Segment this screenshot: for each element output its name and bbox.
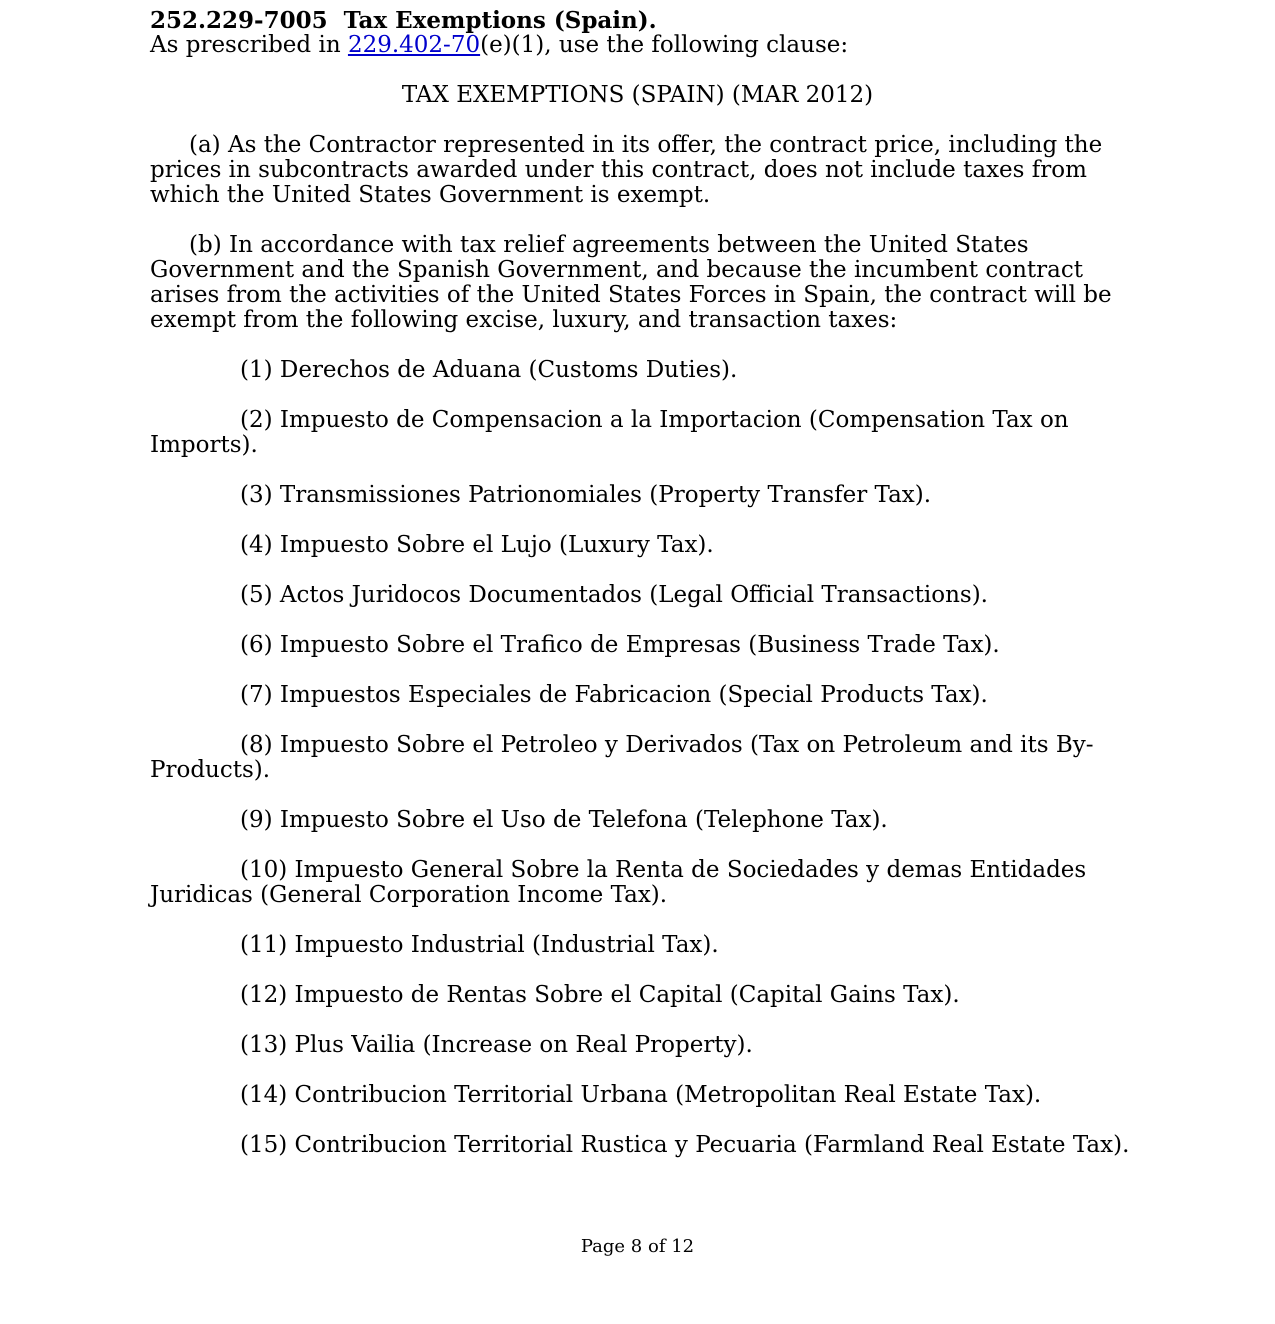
page-footer: Page 8 of 12: [580, 1236, 695, 1257]
section-title: Tax Exemptions (Spain).: [343, 7, 657, 34]
tax-item-4: (4) Impuesto Sobre el Lujo (Luxury Tax).: [240, 532, 714, 558]
document-page: [150, 8, 1140, 1158]
tax-item-10: (10) Impuesto General Sobre la Renta de Sociedades y demas Entidades Juridicas (General Corporation Income Tax).: [150, 857, 1087, 908]
tax-item-5: (5) Actos Juridocos Documentados (Legal Official Transactions).: [240, 582, 988, 608]
tax-item-7: (7) Impuestos Especiales de Fabricacion (Special Products Tax).: [240, 682, 988, 708]
tax-item-2: (2) Impuesto de Compensacion a la Importacion (Compensation Tax on Imports).: [150, 407, 1069, 458]
clause-title: TAX EXEMPTIONS (SPAIN) (MAR 2012): [401, 82, 874, 108]
paragraph-a: (a) As the Contractor represented in its offer, the contract price, including the prices in subcontracts awarded under this contract, does not include taxes from which the United States Government is exempt.: [150, 132, 1103, 208]
paragraph-b: (b) In accordance with tax relief agreements between the United States Government and the Spanish Government, and because the incumbent contract arises from the activities of the United States Forces in Spain, the contract will be exempt from the following excise, luxury, and transaction taxes:: [150, 232, 1112, 333]
regulation-link[interactable]: 229.402-70: [347, 32, 481, 58]
tax-item-6: (6) Impuesto Sobre el Trafico de Empresas (Business Trade Tax).: [240, 632, 1000, 658]
section-heading: [150, 8, 1140, 33]
tax-item-14: (14) Contribucion Territorial Urbana (Metropolitan Real Estate Tax).: [240, 1082, 1042, 1108]
tax-item-15: (15) Contribucion Territorial Rustica y Pecuaria (Farmland Real Estate Tax).: [240, 1132, 1130, 1158]
prescription-line: [150, 33, 1140, 58]
tax-item-3: (3) Transmissiones Patrionomiales (Property Transfer Tax).: [240, 482, 932, 508]
tax-item-13: (13) Plus Vailia (Increase on Real Property).: [240, 1032, 753, 1058]
tax-item-1: (1) Derechos de Aduana (Customs Duties).: [240, 357, 738, 383]
tax-item-11: (11) Impuesto Industrial (Industrial Tax).: [240, 932, 719, 958]
section-number: 252.229-7005: [150, 7, 328, 34]
prescription-prefix: As prescribed in: [150, 32, 348, 58]
tax-item-12: (12) Impuesto de Rentas Sobre el Capital (Capital Gains Tax).: [240, 982, 960, 1008]
tax-item-8: (8) Impuesto Sobre el Petroleo y Derivados (Tax on Petroleum and its By-Products).: [150, 732, 1094, 783]
prescription-suffix: (e)(1), use the following clause:: [480, 32, 849, 58]
tax-item-9: (9) Impuesto Sobre el Uso de Telefona (Telephone Tax).: [240, 807, 888, 833]
